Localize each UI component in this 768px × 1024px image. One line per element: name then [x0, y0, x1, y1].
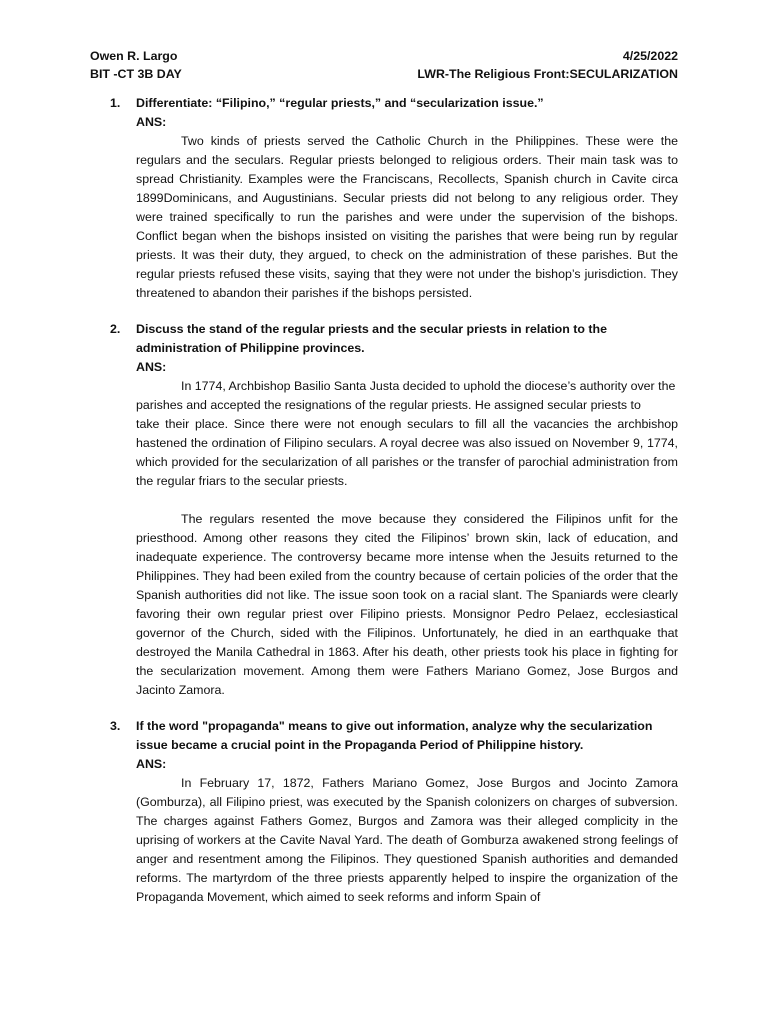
question-number: 2.: [110, 322, 121, 336]
question-3: [110, 717, 678, 907]
document-title: LWR-The Religious Front:SECULARIZATION: [417, 67, 678, 81]
answer-paragraph: In February 17, 1872, Fathers Mariano Gomez, Jose Burgos and Jocinto Zamora (Gomburza), all Filipino priest, was executed by the Spanish colonizers on charges of subversion. The charges against Fathers Gomez, Burgos and Zamora was their alleged complicity in the uprising of workers at the Cavite Naval Yard. The death of Gomburza awakened strong feelings of anger and resentment among the Filipinos. They questioned Spanish authorities and demanded reforms. The martyrdom of the three priests apparently helped to inspire the organization of the Propaganda Movement, which aimed to seek reforms and inform Spain of: [136, 776, 678, 904]
question-text: Discuss the stand of the regular priests and the secular priests in relation to the administration of Philippine provinces.: [136, 322, 607, 355]
document-date: 4/25/2022: [622, 49, 678, 63]
answer-label: ANS:: [136, 115, 167, 129]
answer-paragraph: Two kinds of priests served the Catholic Church in the Philippines. These were the regulars and the seculars. Regular priests belonged to religious orders. Their main task was to spread Christianity. Examples were the Franciscans, Recollects, Spanish church in Cavite circa 1899Dominicans, and Augustinians. Secular priests did not belong to any religious order. They were trained specifically to run the parishes and were under the supervision of the bishops. Conflict began when the bishops insisted on visiting the parishes that were being run by regular priests. It was their duty, they argued, to check on the administration of these parishes. But the regular priests refused these visits, saying that they were not under the bishop’s jurisdiction. They threatened to abandon their parishes if the bishops persisted.: [136, 134, 678, 300]
answer-paragraph-line: In 1774, Archbishop Basilio Santa Justa decided to uphold the diocese’s authority over the: [181, 379, 676, 393]
answer-label: ANS:: [136, 757, 167, 771]
question-list: [110, 94, 678, 924]
question-text: Differentiate: “Filipino,” “regular priests,” and “secularization issue.”: [136, 96, 544, 110]
question-number: 3.: [110, 719, 121, 733]
question-1: [110, 94, 678, 303]
header-left: [90, 47, 182, 83]
answer-paragraph-line: parishes and accepted the resignations of the regular priests. He assigned secular priests to: [136, 398, 641, 412]
question-text: If the word "propaganda" means to give out information, analyze why the secularization issue became a crucial point in the Propaganda Period of Philippine history.: [136, 719, 653, 752]
header-right: [417, 47, 678, 83]
answer-label: ANS:: [136, 360, 167, 374]
answer-paragraph: The regulars resented the move because they considered the Filipinos unfit for the priesthood. Among other reasons they cited the Filipinos’ brown skin, lack of education, and inadequate experience. The controversy became more intense when the Jesuits returned to the Philippines. They had been exiled from the country because of certain policies of the order that the Spanish authorities did not like. The issue soon took on a racial slant. The Spaniards were clearly favoring their own regular priest over Filipino priests. Monsignor Pedro Pelaez, ecclesiastical governor of the Church, sided with the Filipinos. Unfortunately, he died in an earthquake that destroyed the Manila Cathedral in 1863. After his death, other priests took his place in fighting for the secularization movement. Among them were Fathers Mariano Gomez, Jose Burgos and Jacinto Zamora.: [136, 512, 678, 697]
question-2: [110, 320, 678, 700]
author-name: Owen R. Largo: [90, 49, 178, 63]
answer-paragraph: take their place. Since there were not enough seculars to fill all the vacancies the archbishop hastened the ordination of Filipino seculars. A royal decree was also issued on November 9, 1774, which provided for the secularization of all parishes or the transfer of parochial administration from the regular friars to the secular priests.: [136, 417, 678, 488]
class-section: BIT -CT 3B DAY: [90, 67, 182, 81]
question-number: 1.: [110, 96, 121, 110]
